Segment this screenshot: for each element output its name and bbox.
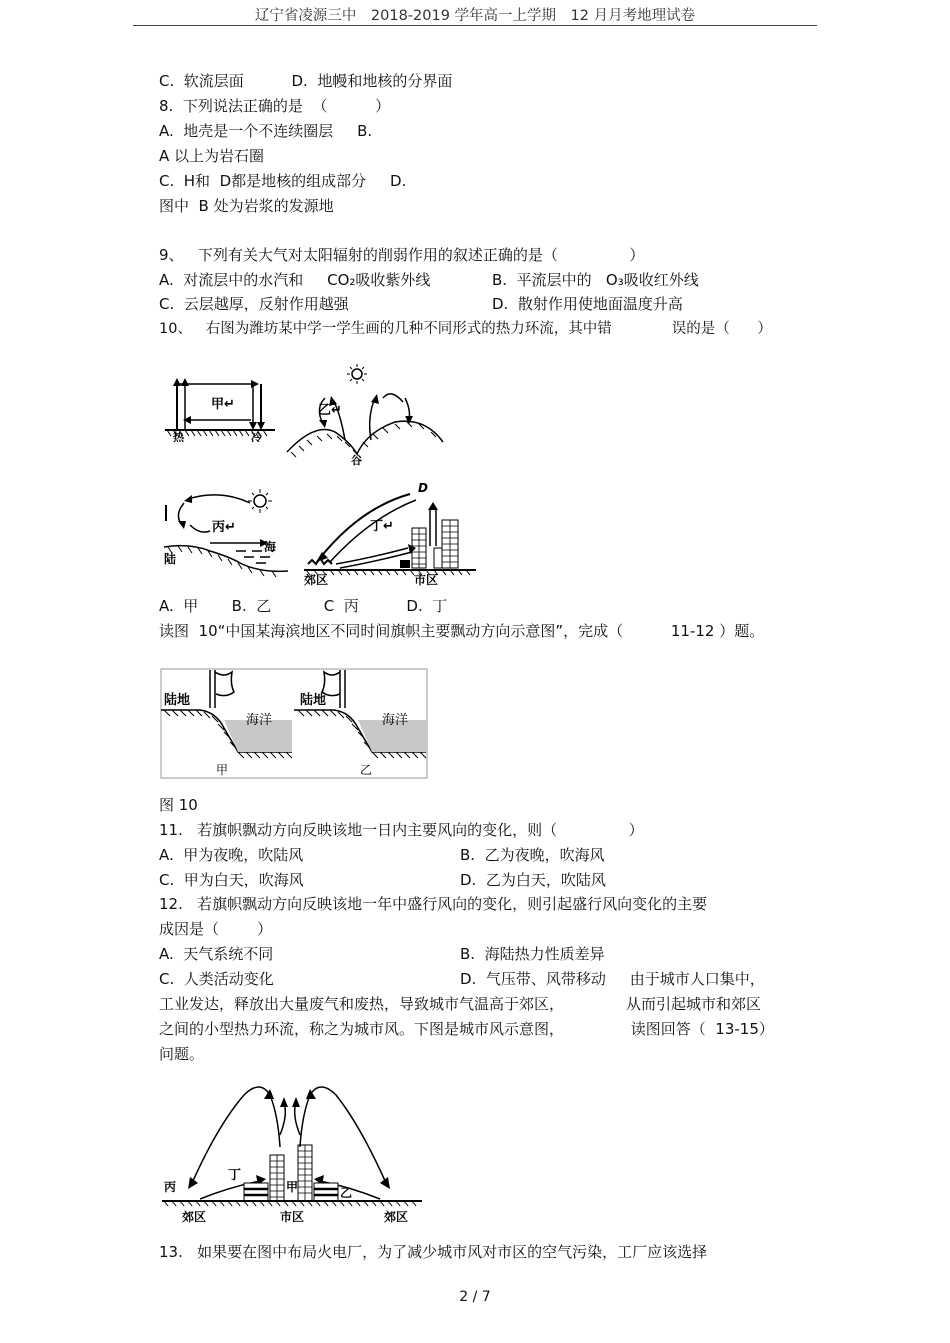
figure-circulation-jia (165, 372, 275, 446)
label-jiaoqu: 郊区 (304, 573, 329, 587)
fig10-caption: 图 10 (159, 796, 198, 814)
q10-stem: 10、 右图为潍坊某中学一学生画的几种不同形式的热力环流，其中错 误的是（ ） (159, 321, 772, 337)
city-wind-intro-1: 工业发达，释放出大量废气和废热，导致城市气温高于郊区， 从而引起城市和郊区 (159, 995, 761, 1013)
fig10-haiyang-2: 海洋 (382, 713, 409, 728)
label-bing: 丙↵ (212, 520, 236, 535)
fig10-haiyang-1: 海洋 (246, 713, 273, 728)
label-gu: 谷 (351, 454, 362, 467)
city-wind-intro-2: 之间的小型热力环流，称之为城市风。下图是城市风示意图， 读图回答（ 13-15） (159, 1020, 774, 1038)
label-leng: 冷 (251, 431, 262, 442)
fig10-yi: 乙 (360, 763, 373, 777)
page-header: 辽宁省凌源三中 2018-2019 学年高一上学期 12 月月考地理试卷 (254, 8, 696, 24)
q12-stem-cont: 成因是（ ） (159, 920, 273, 938)
fig10-jia: 甲 (216, 763, 229, 777)
q9-stem: 9、 下列有关大气对太阳辐射的削弱作用的叙述正确的是（ ） (159, 246, 645, 264)
q12-stem: 12. 若旗帜飘动方向反映该地一年中盛行风向的变化，则引起盛行风向变化的主要 (159, 895, 708, 913)
q11-option-d: D. 乙为白天，吹陆风 (460, 871, 606, 889)
page-number: 2 / 7 (459, 1289, 491, 1305)
q10-options: A. 甲 B. 乙 C 丙 D. 丁 (159, 597, 448, 615)
q9-option-a: A. 对流层中的水汽和 CO₂吸收紫外线 (159, 271, 431, 289)
label-ding: 丁↵ (370, 519, 394, 534)
q7-options-cd: C. 软流层面 D. 地幔和地核的分界面 (159, 72, 453, 90)
city-label-bing: 丙 (164, 1180, 177, 1194)
label-shiqu: 市区 (414, 573, 439, 587)
q9-option-c: C. 云层越厚，反射作用越强 (159, 295, 349, 313)
figure-10-flags (160, 668, 428, 784)
header-rule (133, 25, 817, 26)
fig10-intro: 读图 10“中国某海滨地区不同时间旗帜主要飘动方向示意图”，完成（ 11-12 ）题。 (159, 622, 765, 640)
q12-option-a: A. 天气系统不同 (159, 945, 274, 963)
q12-option-d: D. 气压带、风带移动 由于城市人口集中， (460, 970, 765, 988)
label-re: 热 (173, 431, 184, 442)
figure-circulation-bing (160, 485, 290, 594)
city-wind-intro-3: 问题。 (159, 1045, 205, 1063)
q13-stem: 13. 如果要在图中布局火电厂，为了减少城市风对市区的空气污染，工厂应该选择 (159, 1243, 708, 1261)
q8-option-a: A. 地壳是一个不连续圈层 B. (159, 122, 373, 140)
q9-option-b: B. 平流层中的 O₃吸收红外线 (492, 271, 699, 289)
figure-city-wind (160, 1075, 425, 1231)
fig10-ludi-2: 陆地 (300, 693, 327, 708)
label-jia: 甲↵ (211, 397, 235, 412)
q12-option-c: C. 人类活动变化 (159, 970, 274, 988)
q11-option-a: A. 甲为夜晚，吹陆风 (159, 846, 304, 864)
q8-option-d: 图中 B 处为岩浆的发源地 (159, 197, 334, 215)
q11-option-c: C. 甲为白天，吹海风 (159, 871, 304, 889)
q9-option-d: D. 散射作用使地面温度升高 (492, 295, 683, 313)
label-D: D (418, 481, 428, 495)
city-label-shiqu: 市区 (280, 1210, 305, 1224)
label-yi: 乙↵ (318, 403, 342, 418)
figure-circulation-yi (285, 362, 445, 471)
q11-stem: 11. 若旗帜飘动方向反映该地一日内主要风向的变化，则（ ） (159, 821, 644, 839)
q8-option-c: C. H和 D都是地核的组成部分 D. (159, 172, 407, 190)
city-label-jia: 甲 (286, 1180, 299, 1194)
city-label-ding: 丁 (228, 1168, 242, 1183)
figure-circulation-ding (300, 478, 480, 592)
fig10-ludi-1: 陆地 (164, 693, 191, 708)
q8-option-b: A 以上为岩石圈 (159, 147, 265, 165)
label-lu: 陆 (164, 552, 177, 566)
city-label-jiaoqu-right: 郊区 (384, 1210, 409, 1224)
q12-option-b: B. 海陆热力性质差异 (460, 945, 605, 963)
city-label-yi: 乙 (340, 1186, 353, 1200)
city-label-jiaoqu-left: 郊区 (182, 1210, 207, 1224)
q8-stem: 8. 下列说法正确的是 （ ） (159, 97, 391, 115)
label-hai: 海 (264, 540, 277, 554)
q11-option-b: B. 乙为夜晚，吹海风 (460, 846, 605, 864)
